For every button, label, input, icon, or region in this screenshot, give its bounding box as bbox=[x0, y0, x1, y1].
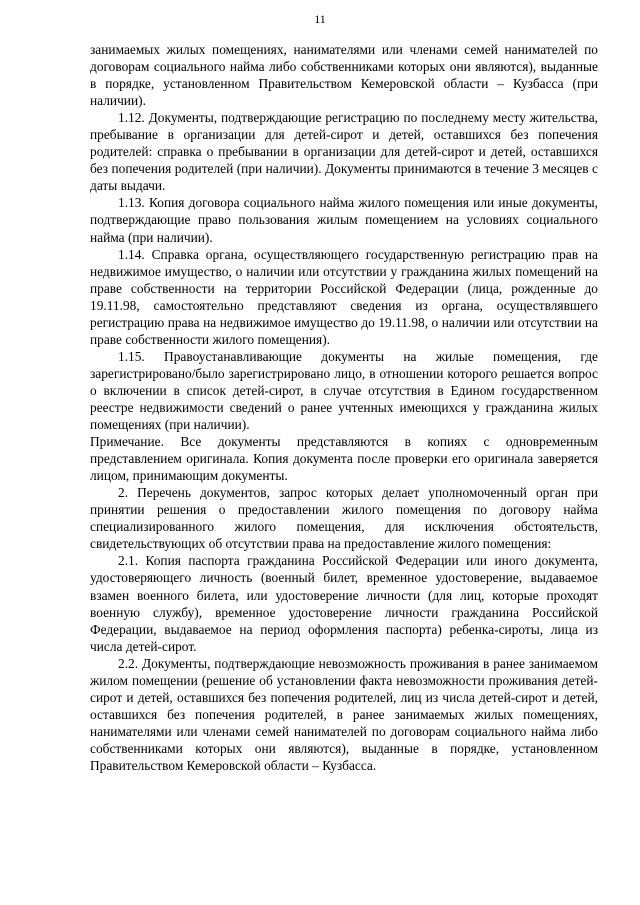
paragraph-2-1: 2.1. Копия паспорта гражданина Российской Федерации или иного документа, удостоверяющего личность (военный билет, временное удостоверение, выдаваемое взамен военного билета, или удостоверение личности (для лиц, которые проходят военную службу), временное удостоверение личности гражданина Российской Федерации, выдаваемое на период оформления паспорта) ребенка-сироты, лица из числа детей-сирот. bbox=[90, 553, 598, 654]
paragraph-1-14: 1.14. Справка органа, осуществляющего государственную регистрацию прав на недвижимое имущество, о наличии или отсутствии у гражданина жилых помещений на праве собственности на территории Российской Федерации (лица, рожденные до 19.11.98, самостоятельно представляют сведения из органа, осуществлявшего регистрацию права на недвижимое имущество до 19.11.98, о наличии или отсутствии на праве собственности жилого помещения). bbox=[90, 246, 598, 347]
document-body bbox=[90, 41, 598, 774]
paragraph-continuation: занимаемых жилых помещениях, нанимателями или членами семей нанимателей по договорам социального найма либо собственниками которых они являются), выданные в порядке, установленном Правительством Кемеровской области – Кузбасса (при наличии). bbox=[90, 42, 598, 109]
paragraph-1-12: 1.12. Документы, подтверждающие регистрацию по последнему месту жительства, пребывание в организации для детей-сирот и детей, оставшихся без попечения родителей: справка о пребывании в организации для детей-сирот и детей, оставшихся без попечения родителей (при наличии). Документы принимаются в течение 3 месяцев с даты выдачи. bbox=[90, 110, 598, 194]
page-number: 11 bbox=[314, 12, 326, 26]
paragraph-1-13: 1.13. Копия договора социального найма жилого помещения или иные документы, подтверждающие право пользования жилым помещением на условиях социального найма (при наличии). bbox=[90, 195, 598, 245]
paragraph-2: 2. Перечень документов, запрос которых делает уполномоченный орган при принятии решения о предоставлении жилого помещения по договору найма специализированного жилого помещения, для исключения обстоятельств, свидетельствующих об отсутствии права на предоставление жилого помещения: bbox=[90, 485, 598, 552]
paragraph-2-2: 2.2. Документы, подтверждающие невозможность проживания в ранее занимаемом жилом помещении (решение об установлении факта невозможности проживания детей-сирот и детей, оставшихся без попечения родителей, лиц из числа детей-сирот и детей, оставшихся без попечения родителей, в ранее занимаемых жилых помещениях, нанимателями или членами семей нанимателей по договорам социального найма либо собственниками которых они являются), выданные в порядке, установленном Правительством Кемеровской области – Кузбасса. bbox=[90, 655, 598, 773]
paragraph-1-15: 1.15. Правоустанавливающие документы на жилые помещения, где зарегистрировано/было зарегистрировано лицо, в отношении которого решается вопрос о включении в список детей-сирот, в случае отсутствия в Едином государственном реестре недвижимости сведений о ранее учтенных имеющихся у гражданина жилых помещениях (при наличии). bbox=[90, 348, 598, 433]
paragraph-note: Примечание. Все документы представляются в копиях с одновременным представлением оригинала. Копия документа после проверки его оригинала заверяется лицом, принимающим документы. bbox=[90, 434, 598, 484]
